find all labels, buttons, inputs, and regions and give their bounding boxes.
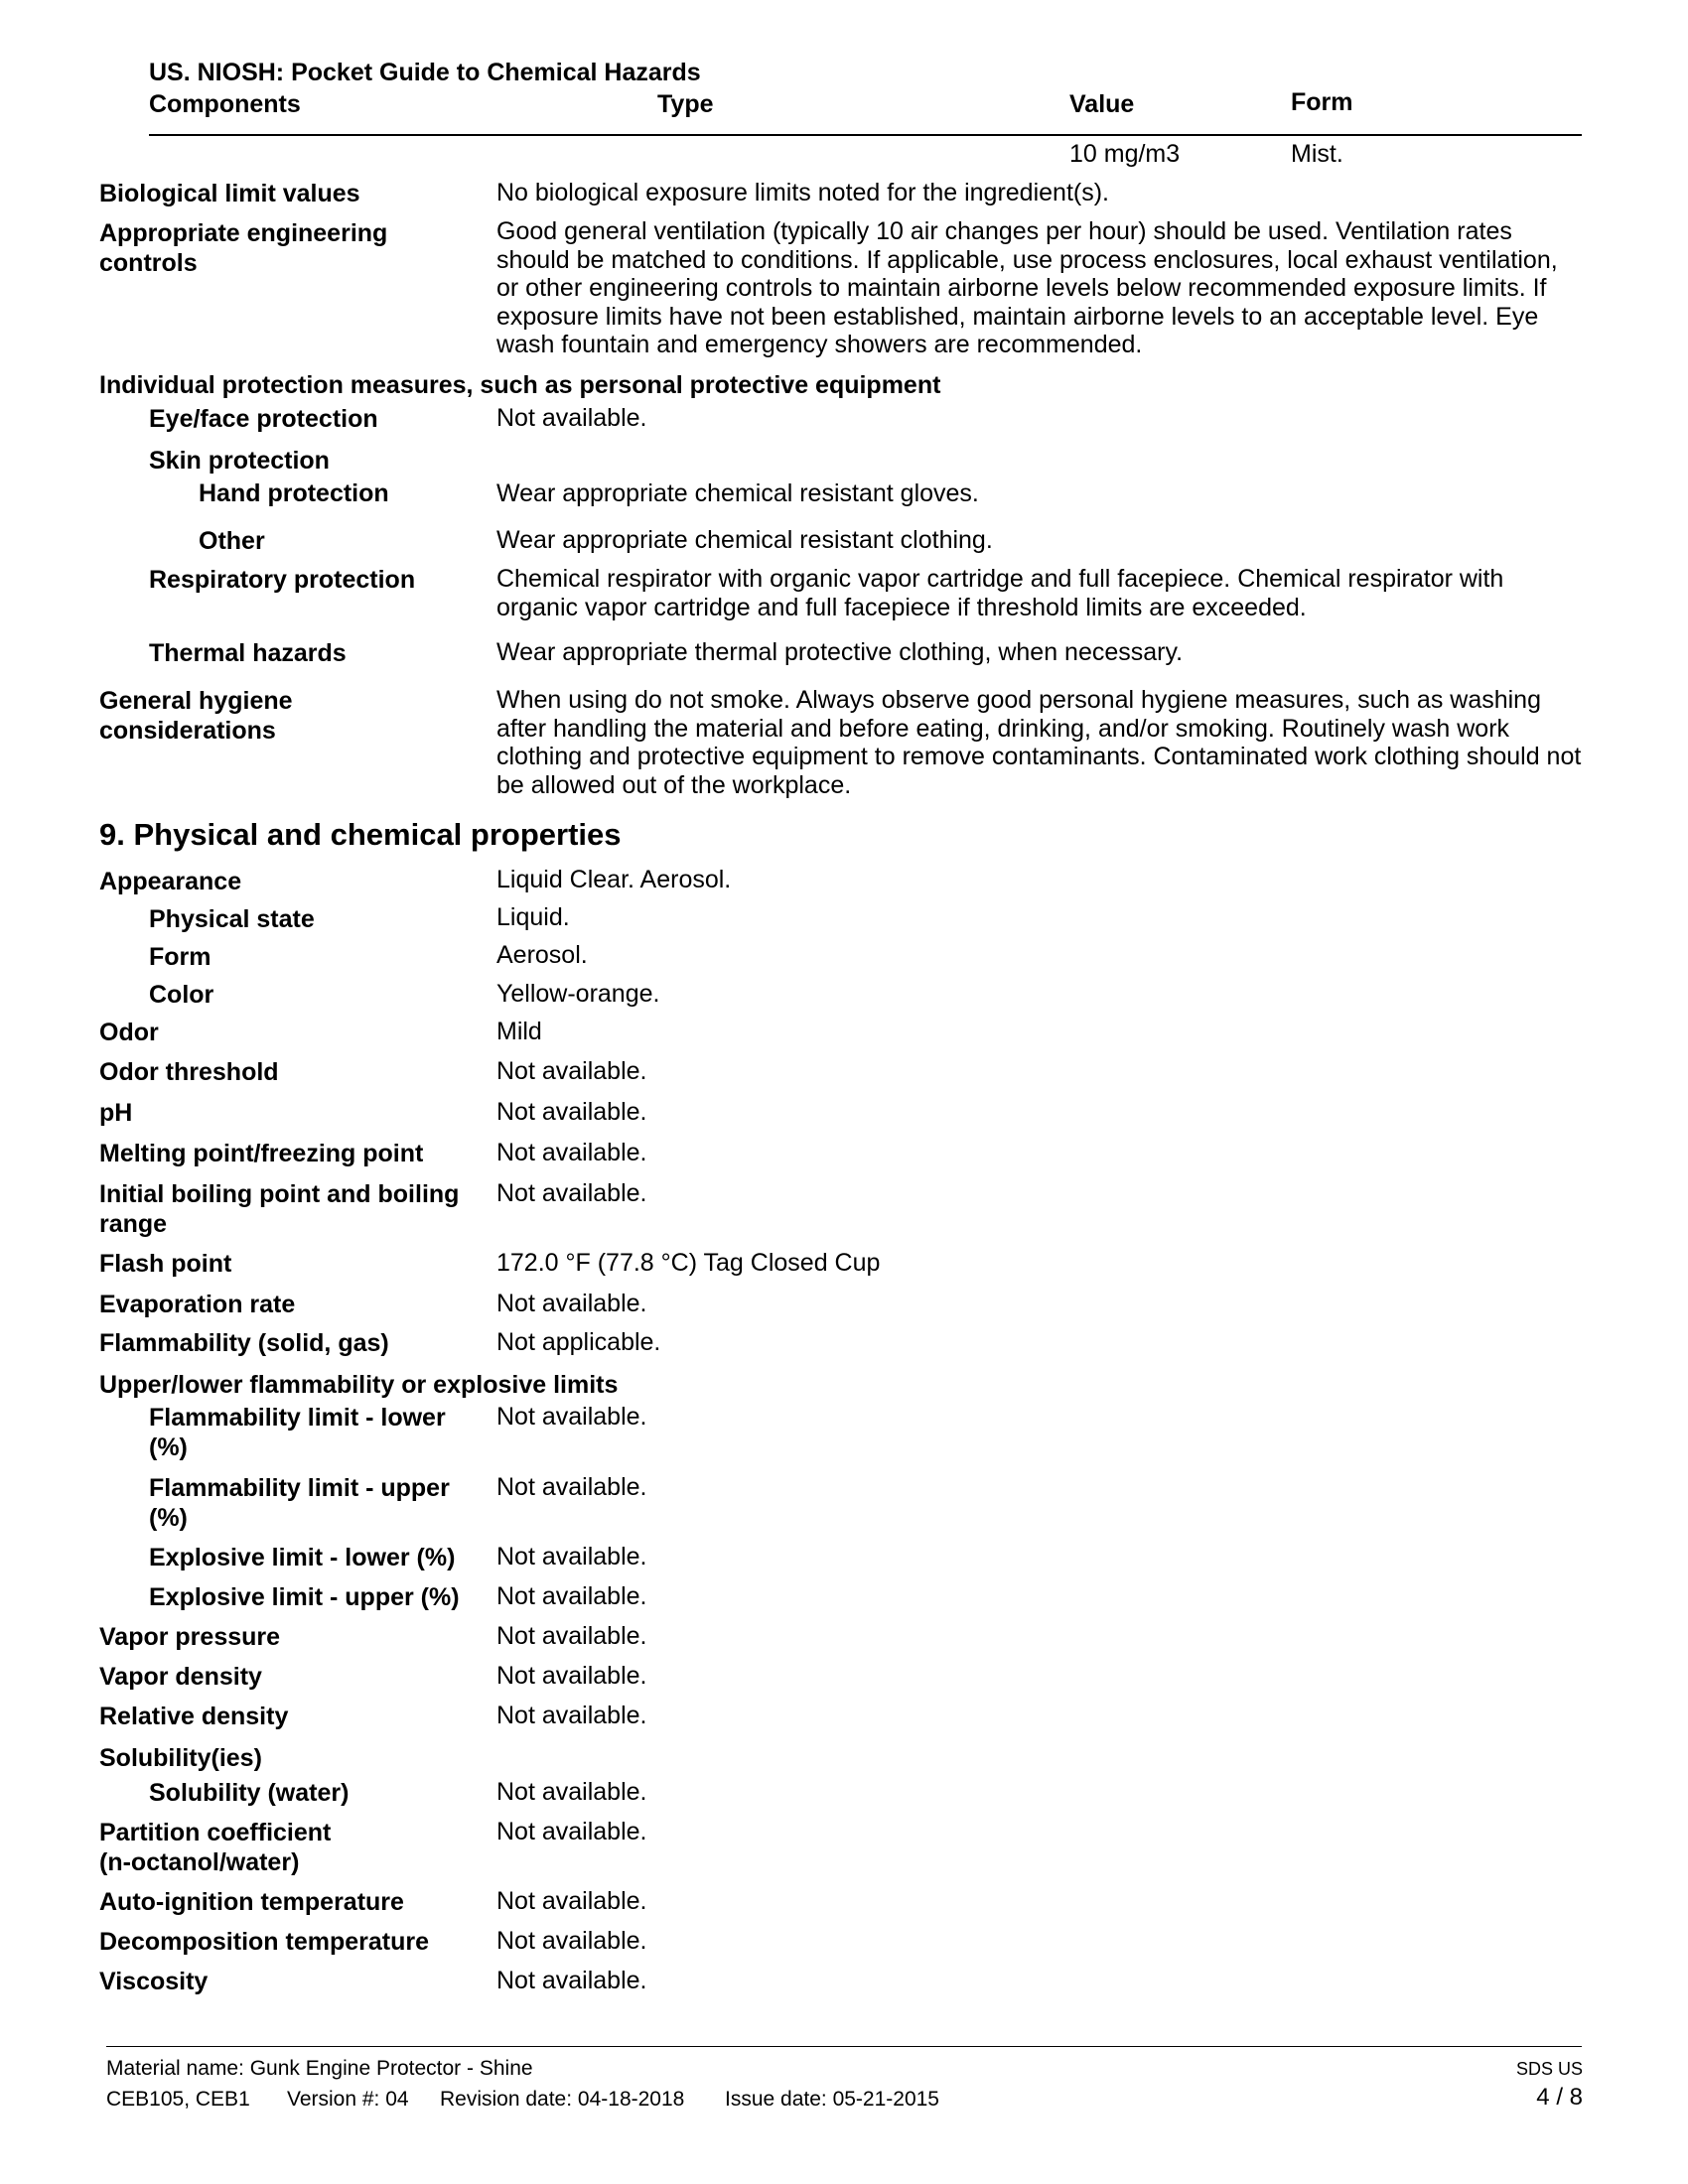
odor-value: Mild [496,1018,542,1045]
partition-coefficient-label-2: (n-octanol/water) [99,1848,300,1876]
flash-point-value: 172.0 °F (77.8 °C) Tag Closed Cup [496,1249,881,1277]
relative-density-value: Not available. [496,1702,647,1729]
col-header-components: Components [149,90,301,118]
hygiene-label-1: General hygiene [99,687,293,715]
other-protection-value: Wear appropriate chemical resistant clothing. [496,526,993,554]
eye-protection-label: Eye/face protection [149,405,378,433]
melting-point-value: Not available. [496,1139,647,1166]
hygiene-text [496,686,1581,799]
vapor-pressure-label: Vapor pressure [99,1623,281,1651]
flash-point-label: Flash point [99,1250,232,1278]
section-9-title: 9. Physical and chemical properties [99,817,622,852]
hygiene-line: after handling the material and before eating, drinking, and/or smoking. Routinely wash work [496,714,1510,743]
autoignition-label: Auto-ignition temperature [99,1888,404,1916]
respiratory-text [496,565,1503,621]
evaporation-rate-label: Evaporation rate [99,1291,296,1318]
physical-state-label: Physical state [149,905,315,933]
engineering-line: Good general ventilation (typically 10 air changes per hour) should be used. Ventilation rates [496,217,1512,245]
viscosity-value: Not available. [496,1967,647,1994]
thermal-label: Thermal hazards [149,639,347,667]
engineering-line: exposure limits have not been established, maintain airborne levels to an acceptable level. Eye [496,302,1539,331]
flam-limit-lower-label-2: (%) [149,1433,188,1461]
hygiene-label-2: considerations [99,717,276,745]
boiling-point-label-2: range [99,1210,168,1238]
relative-density-label: Relative density [99,1703,289,1730]
decomposition-label: Decomposition temperature [99,1928,430,1956]
odor-threshold-value: Not available. [496,1057,647,1085]
hygiene-line: be allowed out of the workplace. [496,770,852,799]
ph-label: pH [99,1099,133,1127]
vapor-density-label: Vapor density [99,1663,262,1691]
melting-point-label: Melting point/freezing point [99,1140,424,1167]
bio-limit-value: No biological exposure limits noted for the ingredient(s). [496,179,1109,206]
engineering-text [496,217,1558,359]
respiratory-line: Chemical respirator with organic vapor cartridge and full facepiece. Chemical respirator with [496,565,1504,593]
ph-value: Not available. [496,1098,647,1126]
autoignition-value: Not available. [496,1887,647,1915]
skin-protection-label: Skin protection [149,447,330,475]
footer-revision-date: Revision date: 04-18-2018 [440,2088,685,2111]
other-protection-label: Other [199,527,265,555]
niosh-title: US. NIOSH: Pocket Guide to Chemical Hazards [149,59,701,86]
vapor-density-value: Not available. [496,1662,647,1690]
partition-coefficient-label-1: Partition coefficient [99,1819,332,1846]
evaporation-rate-value: Not available. [496,1290,647,1317]
odor-label: Odor [99,1019,159,1046]
col-header-type: Type [657,90,714,118]
color-label: Color [149,981,214,1009]
eye-protection-value: Not available. [496,404,647,432]
engineering-line: or other engineering controls to maintain airborne levels below recommended exposure limits. If [496,274,1547,302]
engineering-label-2: controls [99,249,198,277]
respiratory-label: Respiratory protection [149,566,416,594]
footer-sds-label: SDS US [1515,2059,1583,2079]
limits-heading: Upper/lower flammability or explosive limits [99,1371,619,1399]
thermal-value: Wear appropriate thermal protective clothing, when necessary. [496,638,1184,666]
appearance-value: Liquid Clear. Aerosol. [496,866,732,893]
expl-limit-upper-value: Not available. [496,1582,647,1610]
viscosity-label: Viscosity [99,1968,209,1995]
footer-rule [106,2046,1582,2047]
partition-coefficient-value: Not available. [496,1818,647,1845]
flam-limit-lower-label-1: Flammability limit - lower [149,1404,446,1432]
respiratory-line: organic vapor cartridge and full facepiece if threshold limits are exceeded. [496,593,1307,621]
flam-limit-upper-value: Not available. [496,1473,647,1501]
footer-issue-date: Issue date: 05-21-2015 [725,2088,939,2111]
solubility-water-value: Not available. [496,1778,647,1806]
col-header-form: Form [1291,88,1353,116]
niosh-row-form: Mist. [1291,140,1343,168]
footer-product-codes: CEB105, CEB1 [106,2088,250,2111]
color-value: Yellow-orange. [496,980,660,1008]
hand-protection-label: Hand protection [199,479,389,507]
expl-limit-upper-label: Explosive limit - upper (%) [149,1583,460,1611]
bio-limit-label: Biological limit values [99,180,360,207]
hygiene-line: clothing and protective equipment to remove contaminants. Contaminated work clothing should not [496,743,1582,770]
solubility-water-label: Solubility (water) [149,1779,350,1807]
flam-limit-upper-label-1: Flammability limit - upper [149,1474,450,1502]
hygiene-line: When using do not smoke. Always observe good personal hygiene measures, such as washing [496,686,1541,714]
table-header-rule [149,134,1582,136]
footer-page-number: 4 / 8 [1536,2084,1583,2111]
solubilities-heading: Solubility(ies) [99,1744,262,1772]
boiling-point-value: Not available. [496,1179,647,1207]
engineering-label-1: Appropriate engineering [99,219,388,247]
niosh-row-value: 10 mg/m3 [1069,140,1181,168]
footer-version: Version #: 04 [287,2088,409,2111]
odor-threshold-label: Odor threshold [99,1058,279,1086]
flammability-value: Not applicable. [496,1328,661,1356]
footer-material-name: Material name: Gunk Engine Protector - Shine [106,2057,533,2080]
engineering-line: should be matched to conditions. If applicable, use process enclosures, local exhaust ventilation, [496,245,1558,274]
expl-limit-lower-label: Explosive limit - lower (%) [149,1544,456,1571]
form-value: Aerosol. [496,941,588,969]
form-label: Form [149,943,211,971]
ppe-heading: Individual protection measures, such as personal protective equipment [99,371,941,399]
flammability-label: Flammability (solid, gas) [99,1329,389,1357]
decomposition-value: Not available. [496,1927,647,1955]
appearance-label: Appearance [99,868,242,895]
flam-limit-upper-label-2: (%) [149,1504,188,1532]
boiling-point-label-1: Initial boiling point and boiling [99,1180,460,1208]
physical-state-value: Liquid. [496,903,570,931]
vapor-pressure-value: Not available. [496,1622,647,1650]
col-header-value: Value [1069,90,1135,118]
engineering-line: wash fountain and emergency showers are recommended. [496,331,1143,358]
flam-limit-lower-value: Not available. [496,1403,647,1431]
expl-limit-lower-value: Not available. [496,1543,647,1570]
hand-protection-value: Wear appropriate chemical resistant gloves. [496,479,979,507]
